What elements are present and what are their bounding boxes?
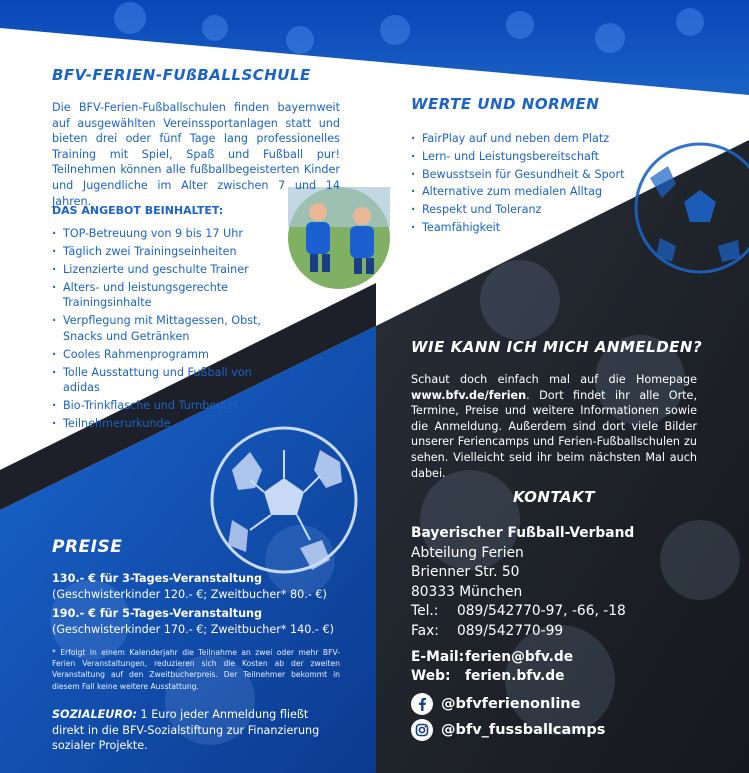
- email-label: E-Mail:: [411, 649, 465, 665]
- sozialeuro-text: 1 Euro jeder Anmeldung fließt direkt in die BFV-Sozialstiftung zur Finanzierung sozialer Projekte.: [52, 708, 320, 753]
- list-item: · Alters- und leistungsgerechte Trainingsinhalte: [52, 280, 287, 311]
- kontakt-dept: Abteilung Ferien: [411, 544, 524, 561]
- list-item: · Cooles Rahmenprogramm: [52, 347, 287, 363]
- price-3day-detail: (Geschwisterkinder 120.- €; Zweitbucher* 80.- €): [52, 587, 327, 601]
- anmelden-title: WIE KANN ICH MICH ANMELDEN?: [411, 338, 703, 356]
- offer-heading: DAS ANGEBOT BEINHALTET:: [52, 204, 224, 217]
- list-item: · Lern- und Leistungsbereitschaft: [411, 149, 641, 165]
- facebook-handle: @bfvferienonline: [441, 696, 581, 712]
- kontakt-street: Brienner Str. 50: [411, 564, 520, 581]
- kontakt-city: 80333 München: [411, 583, 523, 600]
- preise-title: PREISE: [52, 537, 123, 557]
- kontakt-address: [411, 524, 731, 642]
- facebook-link[interactable]: [411, 693, 580, 715]
- list-item: · Teilnehmerurkunde: [52, 416, 287, 432]
- price-5day-detail: (Geschwisterkinder 170.- €; Zweitbucher* 140.- €): [52, 622, 334, 636]
- price-list: [52, 571, 352, 637]
- kontakt-title: KONTAKT: [513, 488, 596, 506]
- list-item: · FairPlay auf und neben dem Platz: [411, 131, 641, 147]
- werte-list: [411, 131, 641, 236]
- homepage-link[interactable]: www.bfv.de/ferien: [411, 388, 527, 402]
- tel-label: Tel.:: [411, 603, 439, 620]
- sozialeuro-label: SOZIALEURO:: [52, 708, 137, 721]
- list-item: · Bewusstsein für Gesundheit & Sport: [411, 167, 641, 183]
- kontakt-org: Bayerischer Fußball-Verband: [411, 525, 635, 541]
- price-footnote: * Erfolgt in einem Kalenderjahr die Teilnahme an zwei oder mehr BFV-Ferien Veranstaltungen, reduzieren sich die Kosten ab der zweiten Veranstaltung auf den Zweitbucherpreis. Der Teilnehmer bekommt in diesem Fall keine weitere Ausstattung.: [52, 648, 340, 691]
- list-item: · TOP-Betreuung von 9 bis 17 Uhr: [52, 226, 287, 242]
- kontakt-online: [411, 648, 731, 686]
- list-item: · Respekt und Toleranz: [411, 202, 641, 218]
- list-item: · Teamfähigkeit: [411, 220, 641, 236]
- price-3day: 130.- € für 3-Tages-Veranstaltung: [52, 572, 263, 585]
- list-item: · Bio-Trinkflasche und Turnbeutel: [52, 398, 287, 414]
- email-link[interactable]: ferien@bfv.de: [465, 649, 574, 665]
- list-item: · Täglich zwei Trainingseinheiten: [52, 244, 287, 260]
- list-item: · Lizenzierte und geschulte Trainer: [52, 262, 287, 278]
- list-item: · Alternative zum medialen Alltag: [411, 184, 641, 200]
- ferienschule-intro: Die BFV-Ferien-Fußballschulen finden bayernweit auf ausgewählten Vereinssportanlagen statt und bieten drei oder fünf Tage lang professionelles Training mit Spiel, Spaß und Fußball pur! Teilnehmen können alle fußballbegeisterten Kinder und Jugendliche im Alter zwischen 7 und 14 Jahren.: [52, 101, 340, 208]
- instagram-handle: @bfv_fussballcamps: [441, 722, 606, 738]
- web-link[interactable]: ferien.bfv.de: [465, 668, 565, 684]
- list-item: · Tolle Ausstattung und Fußball von adidas: [52, 365, 287, 396]
- ferienschule-title: BFV-FERIEN-FUßBALLSCHULE: [52, 66, 311, 84]
- fax-label: Fax:: [411, 622, 439, 639]
- tel-value[interactable]: 089/542770-97, -66, -18: [457, 603, 626, 620]
- offer-list: [52, 226, 287, 432]
- instagram-icon: [411, 719, 433, 741]
- fax-value: 089/542770-99: [457, 622, 564, 639]
- anmelden-text: Schaut doch einfach mal auf die Homepage www.bfv.de/ferien. Dort findet ihr alle Orte, Termine, Preise und weitere Informationen sowie die Anmeldung. Außerdem sind dort viele Bilder unserer Feriencamps und Ferien-Fußballschulen zu sehen. Vielleicht seid ihr beim nächsten Mal auch dabei.: [411, 373, 697, 480]
- sozialeuro: [52, 707, 344, 754]
- instagram-link[interactable]: [411, 719, 605, 741]
- list-item: · Verpflegung mit Mittagessen, Obst, Snacks und Getränken: [52, 313, 288, 344]
- werte-title: WERTE UND NORMEN: [411, 95, 600, 113]
- facebook-icon: [411, 693, 433, 715]
- web-label: Web:: [411, 668, 451, 684]
- price-5day: 190.- € für 5-Tages-Veranstaltung: [52, 607, 263, 621]
